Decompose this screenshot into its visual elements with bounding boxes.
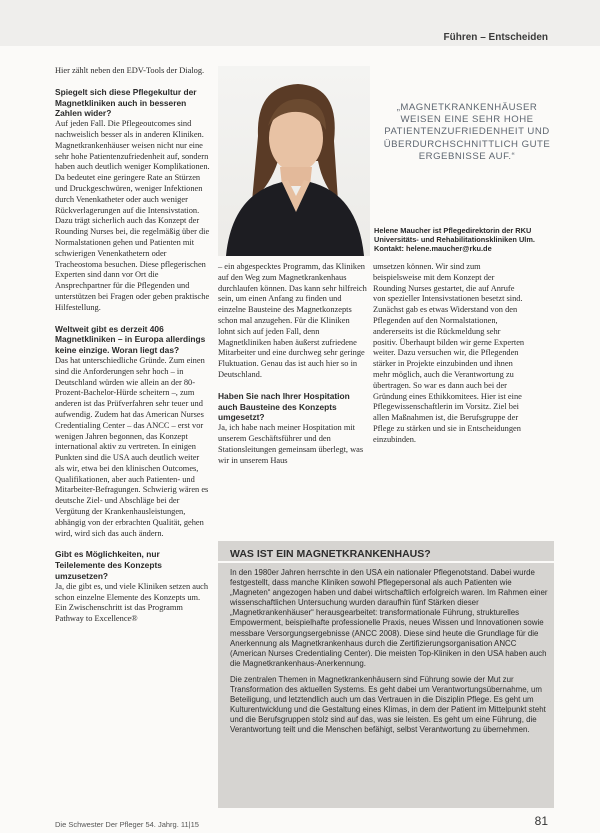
body-paragraph: Hier zählt neben den EDV-Tools der Dialog. <box>55 66 205 75</box>
body-paragraph: Ja, ich habe nach meiner Hospitation mit unserem Geschäftsführer und den Stationsleitungen gemeinsam überlegt, was wir in unserem Haus <box>218 423 364 465</box>
question-heading: Haben Sie nach Ihrer Hospitation auch Bausteine des Konzepts umgesetzt? <box>218 390 350 423</box>
article-column-middle <box>218 262 368 476</box>
question-heading: Weltweit gibt es derzeit 406 Magnetkliniken – in Europa allerdings keine einzige. Woran liegt das? <box>55 323 206 356</box>
section-title: Führen – Entscheiden <box>443 32 548 43</box>
photo-caption: Helene Maucher ist Pflegedirektorin der RKU Universitäts- und Rehabilitationskliniken Ulm. Kontakt: helene.maucher@rku.de <box>374 226 535 254</box>
infobox-paragraph: Die zentralen Themen in Magnetkrankenhäusern sind Führung sowie der Mut zur Transformation des aktuellen Systems. Es geht dabei um Verantwortungsübernahme, um Beteiligung, und letztendlich auch um das Vertrauen in die Disziplin Pflege. Es geht um Kulturentwicklung und die Gestaltung eines Klimas, in dem der Patient im Mittelpunkt steht und die Berufsgruppen stolz sind auf das, was sie leisten. Es geht um eine Führung, die Verantwortung teilt und die Menschen befähigt, selbst Verantwortung zu übernehmen. <box>230 674 546 735</box>
body-paragraph: umsetzen können. Wir sind zum beispielsweise mit dem Konzept der Rounding Nurses gestartet, die auf Anrufe von spezieller Intensivstationen besetzt sind. Zunächst gab es etwas Widerstand von den Pflegenden auf den Normalstationen, andererseits ist die Rückmeldung sehr positiv. Überhaupt bilden wir gerne Experten weiter. Dazu versuchen wir, die Pflegenden stärker in Projekte einzubinden und ihnen mehr möglich, auch die Verantwortung zu übertragen. So war es dann auch bei der Gründung eines Ethikkomitees. Hier ist eine Pflegewissenschaftlerin im Vorsitz. Ziel bei allen Maßnahmen ist, die Berufsgruppe der Pflege zu stärken und sie in Entscheidungen einzubinden. <box>373 262 525 444</box>
infobox-text <box>230 568 548 742</box>
infobox-paragraph: In den 1980er Jahren herrschte in den USA ein nationaler Pflegenotstand. Dabei wurde festgestellt, dass manche Kliniken sowohl Pflegepersonal als auch Patienten wie „Magneten“ angezogen haben und dabei wirtschaftlich erfolgreich waren. Im Rahmen einer wissenschaftlichen Untersuchung wurden daraufhin fünf Stärken dieser „Magnetkrankenhäuser“ herausgearbeitet: transformationale Führung, strukturelles Empowerment, beispielhafte professionelle Praxis, neues Wissen und Innovationen sowie messbare Versorgungsergebnisse (ANCC 2008). Diese sind heute die Grundlage für die Anerkennung als Magnetkrankenhaus durch die Zertifizierungsorganisation ANCC (American Nurses Credentialing Center). Die meisten Top-Kliniken in den USA haben auch die Magnetkrankenhaus-Anerkennung. <box>230 568 548 668</box>
journal-footer: Die Schwester Der Pfleger 54. Jahrg. 11|15 <box>55 820 199 829</box>
question-heading: Spiegelt sich diese Pflegekultur der Magnetkliniken auch in besseren Zahlen wider? <box>55 86 197 119</box>
body-paragraph: Das hat unterschiedliche Gründe. Zum einen sind die Anforderungen sehr hoch – in Deutschland würden wie allein an der 80-Prozent-Bachelor-Hürde scheitern –, zum anderen ist das Prüfverfahren sehr teuer und aufwendig. Zudem hat das American Nurses Credentialing Center – das ANCC – erst vor wenigen Jahren begonnen, das Konzept international aktiv zu vertreten. In einigen Punkten sind die USA auch deutlich weiter als wir, etwa bei den klinischen Outcomes, Qualifikationen, aber auch Patienten- und Mitarbeiter-Befragungen. Schwierig wären es deutsche Ziel- und Abschläge bei der Vergütung der Krankenhausleistungen, abhängig von der erbrachten Qualität, gehen wird, wird sich das auch ändern. <box>55 355 209 538</box>
body-paragraph: Ja, die gibt es, und viele Kliniken setzen auch schon einzelne Elemente des Konzepts um. Ein Zwischenschritt ist das Programm Pathway to Excellence® <box>55 581 209 624</box>
body-paragraph: – ein abgespecktes Programm, das Kliniken auf den Weg zum Magnetkrankenhaus durchlaufen können. Das kann sehr hilfreich sein, um einen Anfang zu finden und einzelne Bausteine des Magnetkonzepts schon mal anzugehen. Für die Kliniken lohnt sich auf jeden Fall, denn Magnetkliniken haben äußerst zufriedene Mitarbeiter und eine durchweg sehr geringe Fluktuation. Genau das ist auch hier so in Deutschland. <box>218 262 367 379</box>
article-column-left <box>55 66 210 635</box>
article-column-right <box>373 262 525 456</box>
portrait-photo <box>218 66 370 256</box>
infobox-divider <box>218 561 554 563</box>
body-paragraph: Auf jeden Fall. Die Pflegeoutcomes sind nachweislich besser als in anderen Kliniken. Magnetkrankenhäuser weisen nicht nur eine sehr hohe Patientenzufriedenheit auf, sondern haben auch deutlich weniger Komplikationen. Da bedeutet eine geringere Rate an Stürzen und Druckgeschwüren, weniger Infektionen durch Venenkatheter oder auch weniger Rückverlagerungen auf die Intensivstation. Dazu trägt sicherlich auch das Konzept der Rounding Nurses bei, die regelmäßig über die Normalstationen gehen und Patienten mit schwierigen Venenkathetern oder Tracheostoma besuchen. Diese pflegerischen Experten sind dann vor Ort die Ansprechpartner für die Pflegenden und unterstützen bei Fragen oder geben praktische Hilfestellung. <box>55 119 210 312</box>
pull-quote: „MAGNETKRANKENHÄUSER WEISEN EINE SEHR HOHE PATIENTENZUFRIEDENHEIT UND ÜBERDURCHSCHNITTLICH GUTE ERGEBNISSE AUF.“ <box>383 102 551 162</box>
infobox-title: WAS IST EIN MAGNETKRANKENHAUS? <box>230 548 431 560</box>
page-number: 81 <box>534 814 548 828</box>
question-heading: Gibt es Möglichkeiten, nur Teilelemente des Konzepts umzusetzen? <box>55 549 162 582</box>
portrait-illustration <box>218 66 370 256</box>
